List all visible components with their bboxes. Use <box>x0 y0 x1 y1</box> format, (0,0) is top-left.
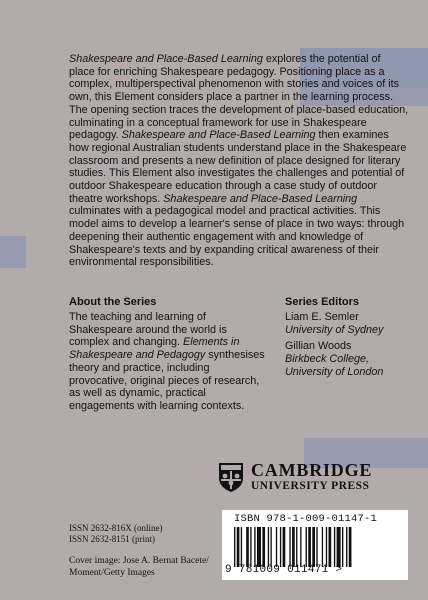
book-title: Shakespeare and Place-Based Learning <box>121 129 316 142</box>
publisher-line-2: UNIVERSITY PRESS <box>251 480 370 492</box>
isbn-label: ISBN 978-1-009-01147-1 <box>234 513 378 525</box>
publisher-line-1: CAMBRIDGE <box>251 460 373 480</box>
publisher-name <box>251 461 372 493</box>
isbn-barcode <box>222 510 408 580</box>
series-editors <box>285 296 415 383</box>
issn-print: ISSN 2632-8151 (print) <box>69 534 155 544</box>
issn-online: ISSN 2632-816X (online) <box>69 523 163 533</box>
cover-image-credit: Cover image: Jose A. Bernat Bacete/ Moment/Getty Images <box>69 556 209 578</box>
book-description <box>69 53 409 269</box>
book-title: Shakespeare and Place-Based Learning <box>69 53 263 65</box>
decorative-stripe <box>0 236 26 268</box>
editor-entry <box>285 311 415 336</box>
description-text: culminates with a pedagogical model and practical activities. This model aims to develop a learner's sense of place in two ways: through deepening their authentic engagement with and knowledge of Shakespeare's texts and by expanding critical awareness of their environmental responsibilities. <box>69 205 405 269</box>
editor-entry <box>285 340 415 378</box>
editor-name: Gillian Woods <box>285 340 352 353</box>
about-text-part: synthesises theory and practice, including provocative, original pieces of research, as well as dynamic, practical engagements with learning contexts. <box>69 349 265 412</box>
crest-icon <box>218 462 244 492</box>
editor-affiliation: University of Sydney <box>285 323 384 336</box>
description-text: explores the potential of place for enriching Shakespeare pedagogy. Positioning place as a complex, multiperspectival phenomenon with stories and voices of its own, this Element considers place a partner in the learning process. The opening section traces the development of place-based education, culminating in a conceptual framework for use in Shakespeare pedagogy. <box>69 53 409 142</box>
about-the-series <box>69 296 269 413</box>
editor-name: Liam E. Semler <box>285 311 359 323</box>
barcode-icon <box>234 527 398 567</box>
issn-block <box>69 523 163 545</box>
editor-affiliation: Birkbeck College, University of London <box>285 353 384 378</box>
description-text: then examines how regional Australian students understand place in the Shakespeare classroom and presents a new definition of place designed for literary studies. This Element also investigates the challenges and potential of outdoor Shakespeare education through a case study of outdoor theatre workshops. <box>69 129 407 205</box>
about-text <box>69 311 269 413</box>
about-text-part: The teaching and learning of Shakespeare around the world is complex and changing. <box>69 311 227 349</box>
book-title: Shakespeare and Place-Based Learning <box>163 192 358 205</box>
barcode-number: 9 781009 011471 > <box>225 564 343 576</box>
cambridge-logo <box>218 462 388 494</box>
about-heading: About the Series <box>69 296 157 308</box>
editors-heading: Series Editors <box>285 296 359 308</box>
series-title: Elements in Shakespeare and Pedagogy <box>69 336 240 362</box>
